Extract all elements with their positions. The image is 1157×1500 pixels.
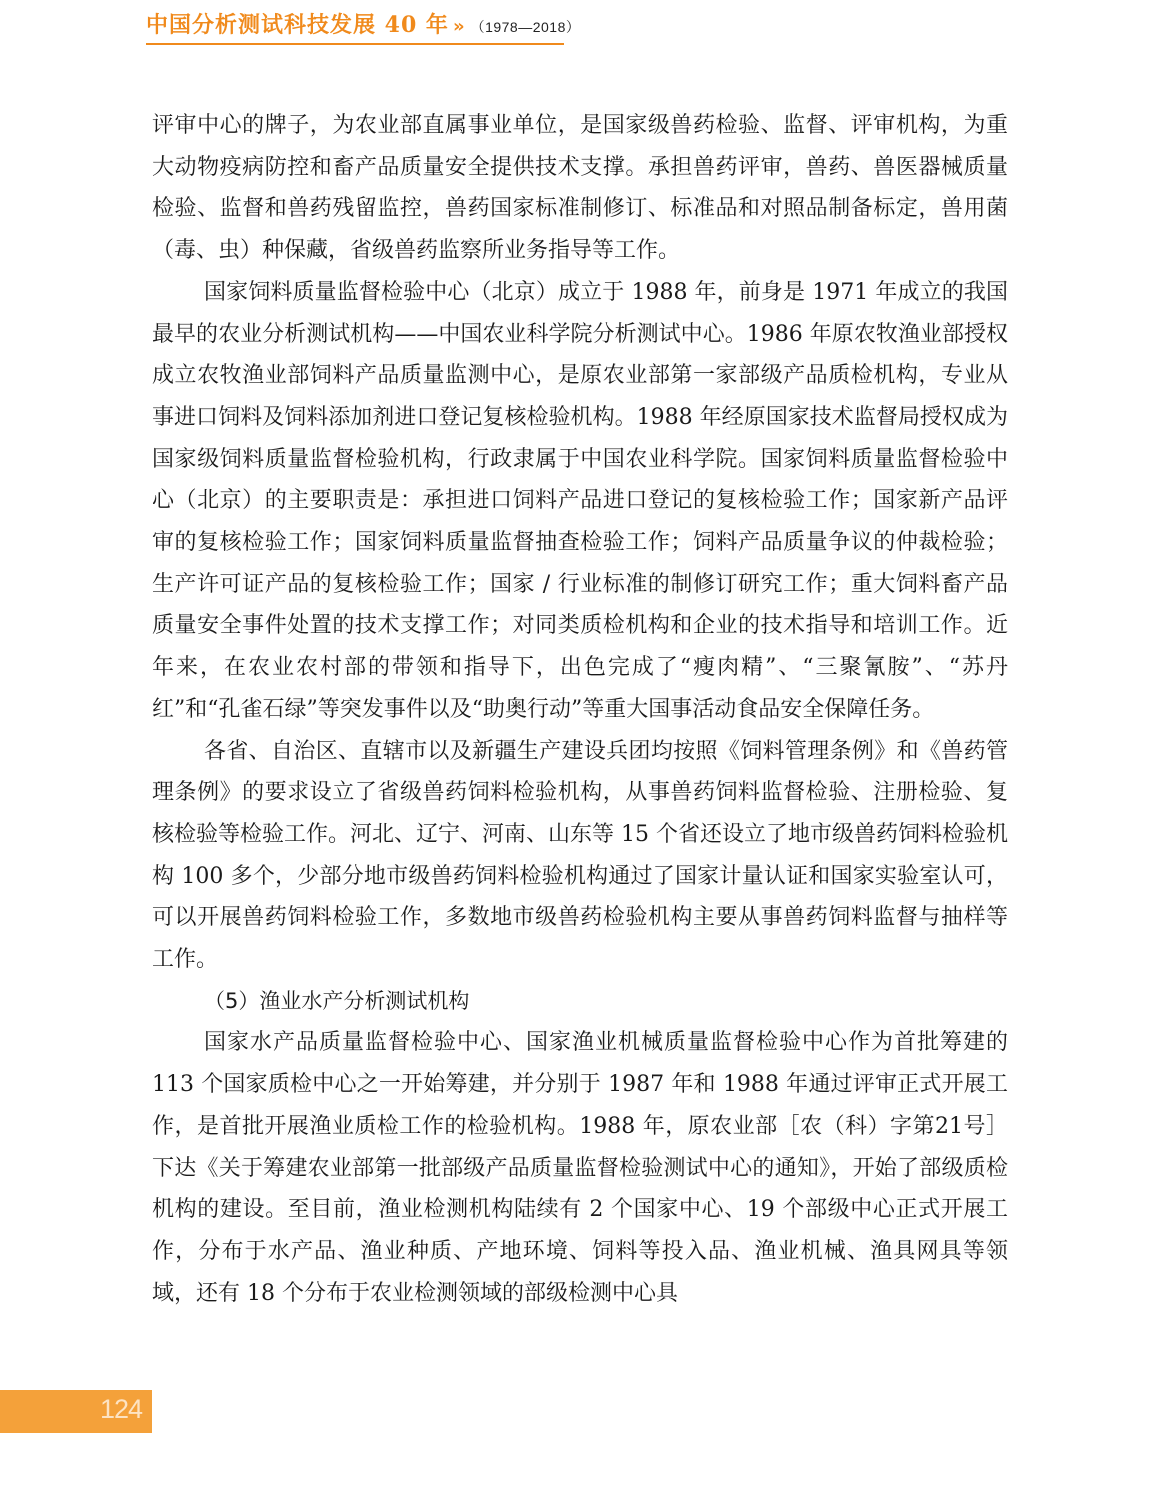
- paragraph-continuation: 评审中心的牌子，为农业部直属事业单位，是国家级兽药检验、监督、评审机构，为重大动物疫病防控和畜产品质量安全提供技术支撑。承担兽药评审，兽药、兽医器械质量检验、监督和兽药残留监控，兽药国家标准制修订、标准品和对照品制备标定，兽用菌（毒、虫）种保藏，省级兽药监察所业务指导等工作。: [152, 113, 1008, 264]
- header-divider: [146, 43, 564, 45]
- page-number: 124: [99, 1394, 142, 1424]
- paragraph-provincial-agencies: 各省、自治区、直辖市以及新疆生产建设兵团均按照《饲料管理条例》和《兽药管理条例》的要求设立了省级兽药饲料检验机构，从事兽药饲料监督检验、注册检验、复核检验等检验工作。河北、辽宁、河南、山东等 15 个省还设立了地市级兽药饲料检验机构 100 多个，少部分地市级兽药饲料检验机构通过了国家计量认证和国家实验室认可，可以开展兽药饲料检验工作，多数地市级兽药检验机构主要从事兽药饲料监督与抽样等工作。: [152, 738, 1008, 973]
- paragraph-feed-center: 国家饲料质量监督检验中心（北京）成立于 1988 年，前身是 1971 年成立的我国最早的农业分析测试机构——中国农业科学院分析测试中心。1986 年原农牧渔业部授权成立农牧渔业部饲料产品质量监测中心，是原农业部第一家部级产品质检机构，专业从事进口饲料及饲料添加剂进口登记复核检验机构。1988 年经原国家技术监督局授权成为国家级饲料质量监督检验机构，行政隶属于中国农业科学院。国家饲料质量监督检验中心（北京）的主要职责是：承担进口饲料产品进口登记的复核检验工作；国家新产品评审的复核检验工作；国家饲料质量监督抽查检验工作；饲料产品质量争议的仲裁检验；生产许可证产品的复核检验工作；国家 / 行业标准的制修订研究工作；重大饲料畜产品质量安全事件处置的技术支撑工作；对同类质检机构和企业的技术指导和培训工作。近年来，在农业农村部的带领和指导下，出色完成了“瘦肉精”、“三聚氰胺”、“苏丹红”和“孔雀石绿”等突发事件以及“助奥行动”等重大国事活动食品安全保障任务。: [152, 279, 1008, 722]
- paragraph-fishery-centers: 国家水产品质量监督检验中心、国家渔业机械质量监督检验中心作为首批筹建的 113 个国家质检中心之一开始筹建，并分别于 1987 年和 1988 年通过评审正式开展工作，是首批开展渔业质检工作的检验机构。1988 年，原农业部［农（科）字第21号］下达《关于筹建农业部第一批部级产品质量监督检验测试中心的通知》，开始了部级质检机构的建设。至目前，渔业检测机构陆续有 2 个国家中心、19 个部级中心正式开展工作，分布于水产品、渔业种质、产地环境、饲料等投入品、渔业机械、渔具网具等领域，还有 18 个分布于农业检测领域的部级检测中心具: [152, 1030, 1008, 1306]
- page-number-tab: [0, 1390, 152, 1433]
- book-title: 中国分析测试科技发展 40 年: [146, 12, 449, 38]
- year-range: （1978—2018）: [470, 19, 581, 35]
- section-heading: （5）渔业水产分析测试机构: [204, 988, 470, 1013]
- double-chevron-icon: »: [452, 16, 465, 37]
- running-header: [146, 8, 580, 39]
- page-body: [152, 105, 1008, 1314]
